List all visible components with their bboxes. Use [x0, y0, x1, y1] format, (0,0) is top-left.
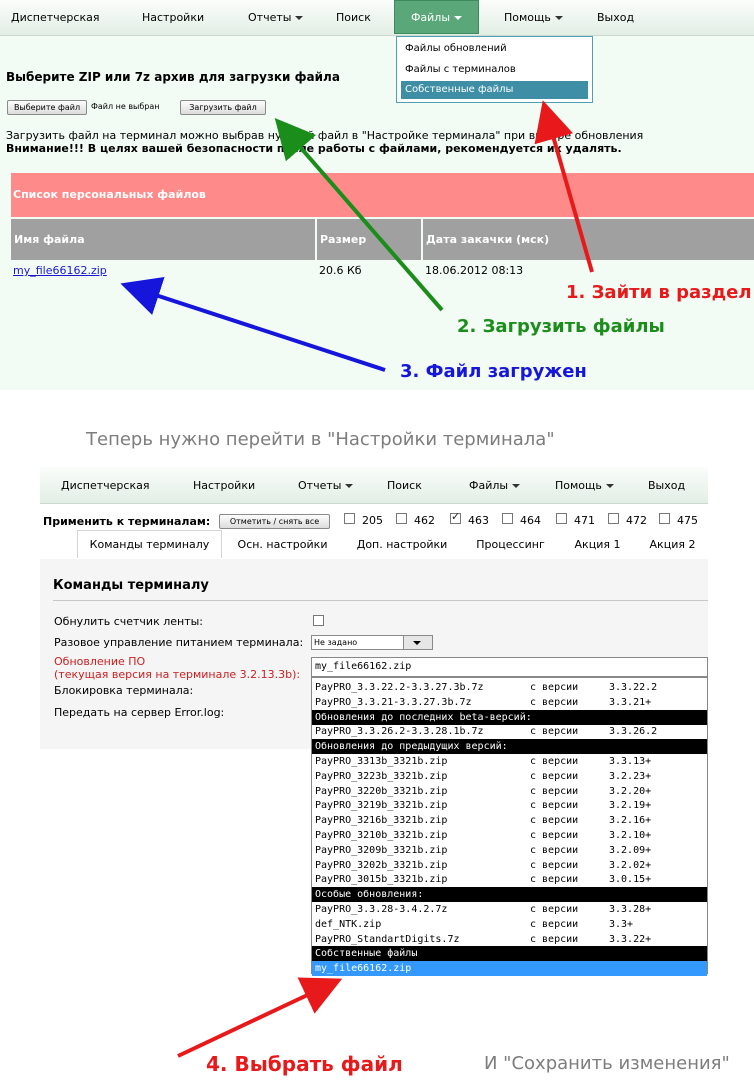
list-item-version: 3.2.16+	[609, 815, 652, 827]
list-item-name: PayPRO_StandartDigits.7z	[315, 933, 460, 945]
update-options-list[interactable]	[311, 677, 708, 974]
list-item-version: 3.2.10+	[609, 830, 652, 841]
list-group-header	[312, 710, 707, 725]
list-item-from: с версии	[530, 859, 579, 871]
dropdown-button[interactable]	[403, 636, 432, 649]
nav-dispatcher[interactable]: Диспетчерская	[61, 479, 150, 492]
list-item-from: с версии	[530, 785, 579, 797]
list-item[interactable]	[312, 769, 707, 784]
terminal-label: 462	[414, 514, 435, 527]
nav-reports-label: Отчеты	[298, 479, 342, 492]
personal-files-header: Список персональных файлов	[11, 173, 754, 217]
list-item[interactable]	[312, 902, 707, 917]
chevron-down-icon	[413, 641, 421, 645]
arrow-step1	[545, 108, 592, 272]
arrow-step2	[280, 124, 442, 310]
list-item-version: 3.2.02+	[609, 859, 652, 871]
chevron-down-icon	[345, 484, 353, 488]
list-item[interactable]	[312, 798, 707, 813]
security-warning: Внимание!!! В целях вашей безопасности после работы с файлами, рекомендуется их удалять.	[6, 142, 622, 155]
upload-file-button[interactable]: Загрузить файл	[180, 100, 266, 115]
choose-file-button[interactable]: Выберите файл	[7, 100, 87, 115]
tab-promo-1[interactable]: Акция 1	[560, 530, 635, 558]
list-item[interactable]	[312, 784, 707, 799]
terminal-label: 463	[468, 514, 489, 527]
list-item-from: с версии	[530, 800, 579, 812]
file-link[interactable]: my_file66162.zip	[13, 264, 107, 277]
list-item-from: с версии	[530, 682, 579, 693]
list-item-from: с версии	[530, 696, 579, 708]
list-item-name: Обновления до последних beta-версий:	[315, 711, 532, 723]
list-item-name: PayPRO_3.3.28-3.4.2.7z	[315, 904, 448, 915]
tab-promo-2[interactable]: Акция 2	[637, 530, 708, 558]
upload-hint: Загрузить файл на терминал можно выбрав нужный файл в "Настройке терминала" при выборе обновления	[6, 129, 644, 142]
list-item-from: с версии	[530, 904, 579, 915]
list-item[interactable]	[312, 724, 707, 739]
power-control-select[interactable]	[311, 635, 433, 650]
save-note: И "Сохранить изменения"	[484, 1053, 730, 1074]
list-item-from: с версии	[530, 918, 579, 930]
terminal-checkbox[interactable]	[556, 513, 567, 524]
menu-item-terminal-files[interactable]: Файлы с терминалов	[405, 64, 516, 75]
terminal-checkbox[interactable]	[396, 513, 407, 524]
list-item-from: с версии	[530, 933, 579, 945]
nav-search[interactable]: Поиск	[387, 479, 422, 492]
nav-exit[interactable]: Выход	[648, 479, 686, 492]
column-header-filename: Имя файла	[11, 219, 315, 260]
terminal-checkbox[interactable]	[344, 513, 355, 524]
nav-settings[interactable]: Настройки	[193, 479, 256, 492]
power-control-label: Разовое управление питанием терминала:	[54, 636, 304, 649]
terminal-checkbox[interactable]	[502, 513, 513, 524]
transition-note: Теперь нужно перейти в "Настройки терминала"	[86, 429, 555, 450]
list-item-from: с версии	[530, 815, 579, 827]
terminal-navbar	[40, 467, 708, 504]
list-item-name: my_file66162.zip	[315, 963, 412, 975]
file-size: 20.6 Кб	[319, 264, 362, 277]
tab-processing[interactable]: Процессинг	[463, 530, 558, 558]
list-item-name: def_NTK.zip	[315, 918, 382, 930]
nav-reports-label: Отчеты	[248, 11, 292, 24]
list-item[interactable]	[312, 932, 707, 947]
list-item-version: 3.2.19+	[609, 800, 652, 812]
list-item-name: PayPRO_3.3.26.2-3.3.28.1b.7z	[315, 726, 484, 738]
nav-search[interactable]: Поиск	[336, 11, 371, 24]
list-item-version: 3.3.13+	[609, 756, 652, 767]
nav-reports[interactable]	[298, 479, 353, 492]
list-item-name: PayPRO_3219b_3321b.zip	[315, 800, 448, 812]
list-item-name: PayPRO_3015b_3321b.zip	[315, 874, 448, 886]
toggle-all-button[interactable]: Отметить / снять все	[219, 514, 330, 529]
apply-terminals-label: Применить к терминалам:	[43, 515, 211, 528]
list-item-name: PayPRO_3.3.21-3.3.27.3b.7z	[315, 696, 472, 708]
no-file-label: Файл не выбран	[91, 102, 160, 111]
list-item-version: 3.3.28+	[609, 904, 652, 915]
terminal-label: 472	[626, 514, 647, 527]
list-item-version: 3.3.21+	[609, 696, 652, 708]
nav-dispatcher[interactable]: Диспетчерская	[11, 11, 100, 24]
tab-commands[interactable]: Команды терминалу	[77, 530, 222, 558]
errorlog-label: Передать на сервер Error.log:	[54, 706, 225, 719]
annotation-step3: 3. Файл загружен	[400, 361, 587, 382]
terminal-label: 471	[574, 514, 595, 527]
file-upload-date: 18.06.2012 08:13	[425, 264, 524, 277]
list-item-name: PayPRO_3210b_3321b.zip	[315, 830, 448, 841]
update-label: Обновление ПО	[54, 655, 146, 668]
menu-item-update-files[interactable]: Файлы обновлений	[405, 43, 507, 54]
list-item-name: Особые обновления:	[315, 889, 424, 901]
annotation-step1: 1. Зайти в раздел	[566, 282, 752, 303]
list-item-from: с версии	[530, 844, 579, 856]
list-item-version: 3.3.22+	[609, 933, 652, 945]
annotation-step2: 2. Загрузить файлы	[457, 316, 665, 337]
list-item-name: PayPRO_3202b_3321b.zip	[315, 859, 448, 871]
commands-title: Команды терминалу	[53, 578, 209, 593]
list-group-header	[312, 887, 707, 902]
nav-files[interactable]	[469, 479, 520, 492]
list-item-version: 3.3+	[609, 918, 634, 930]
upload-title: Выберите ZIP или 7z архив для загрузки файла	[6, 70, 340, 84]
terminal-checkbox[interactable]	[450, 510, 461, 524]
column-header-date: Дата закачки (мск)	[423, 219, 754, 260]
nav-help-label: Помощь	[555, 479, 602, 492]
checkmark-icon: ✓	[451, 510, 461, 523]
nav-files-label: Файлы	[410, 11, 451, 24]
list-item-name: PayPRO_3216b_3321b.zip	[315, 815, 448, 827]
tab-main-settings[interactable]: Осн. настройки	[226, 530, 339, 558]
nav-files-label: Файлы	[469, 479, 509, 492]
list-item[interactable]	[312, 813, 707, 828]
power-control-value: Не задано	[314, 638, 358, 647]
update-version-label: (текущая версия на терминале 3.2.13.3b):	[54, 668, 301, 681]
arrow-step3	[128, 286, 385, 370]
list-item-from: с версии	[530, 874, 579, 886]
annotation-step4: 4. Выбрать файл	[206, 1052, 403, 1076]
tab-extra-settings[interactable]: Доп. настройки	[343, 530, 461, 558]
nav-help[interactable]	[555, 479, 614, 492]
list-item-version: 3.2.09+	[609, 844, 652, 856]
list-item-name: Собственные файлы	[315, 948, 418, 960]
list-item-name: PayPRO_3.3.22.2-3.3.27.3b.7z	[315, 682, 484, 693]
chevron-down-icon	[606, 484, 614, 488]
terminal-label: 464	[520, 514, 541, 527]
nav-settings[interactable]: Настройки	[142, 11, 205, 24]
terminal-label: 475	[677, 514, 698, 527]
divider	[53, 600, 708, 601]
list-item-version: 3.0.15+	[609, 874, 652, 886]
reset-counter-checkbox[interactable]	[313, 615, 324, 626]
list-item-from: с версии	[530, 770, 579, 782]
list-item-name: PayPRO_3223b_3321b.zip	[315, 770, 448, 782]
list-item[interactable]	[312, 695, 707, 710]
annotation-arrows-bottom	[0, 960, 754, 1060]
chevron-down-icon	[512, 484, 520, 488]
list-item[interactable]	[312, 754, 707, 769]
arrow-step4	[178, 982, 335, 1056]
list-item-name: PayPRO_3313b_3321b.zip	[315, 756, 448, 767]
reset-counter-label: Обнулить счетчик ленты:	[54, 615, 204, 628]
list-item[interactable]	[312, 872, 707, 887]
list-item-version: 3.2.20+	[609, 785, 652, 797]
list-item-version: 3.3.22.2	[609, 682, 658, 693]
list-item-name: Обновления до предыдущих версий:	[315, 741, 508, 753]
lock-terminal-label: Блокировка терминала:	[54, 684, 194, 697]
list-item[interactable]	[312, 843, 707, 858]
annotation-arrows-top	[0, 0, 754, 400]
terminal-label: 205	[362, 514, 383, 527]
list-item-from: с версии	[530, 756, 579, 767]
update-select[interactable]: my_file66162.zip	[311, 657, 708, 677]
list-item-version: 3.3.26.2	[609, 726, 658, 738]
list-item[interactable]	[312, 828, 707, 843]
list-item-name: PayPRO_3209b_3321b.zip	[315, 844, 448, 856]
list-item-from: с версии	[530, 726, 579, 738]
menu-item-own-files[interactable]: Собственные файлы	[401, 81, 588, 99]
list-item[interactable]	[312, 680, 707, 695]
terminal-checkbox[interactable]	[608, 513, 619, 524]
list-item-version: 3.2.23+	[609, 770, 652, 782]
nav-help-label: Помощь	[504, 11, 551, 24]
terminal-checkbox[interactable]	[659, 513, 670, 524]
list-item-name: PayPRO_3220b_3321b.zip	[315, 785, 448, 797]
list-item-from: с версии	[530, 830, 579, 841]
list-item[interactable]	[312, 917, 707, 932]
list-group-header	[312, 739, 707, 754]
nav-exit[interactable]: Выход	[597, 11, 635, 24]
column-header-size: Размер	[317, 219, 421, 260]
list-item[interactable]	[312, 858, 707, 873]
